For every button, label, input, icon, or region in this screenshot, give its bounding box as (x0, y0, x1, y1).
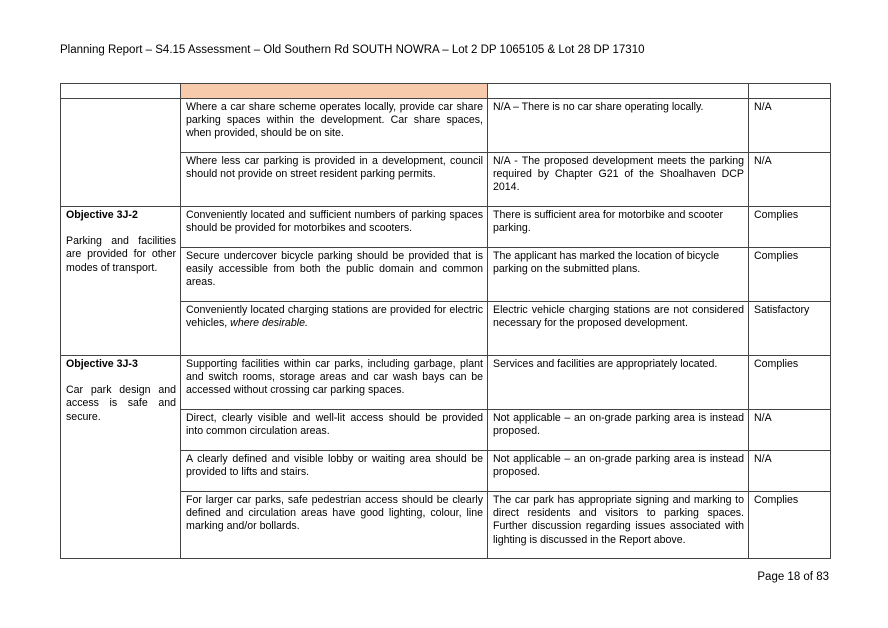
comment-cell: Not applicable – an on-grade parking area is instead proposed. (488, 410, 749, 451)
comment-cell: The car park has appropriate signing and marking to direct residents and visitors to parking spaces. Further discussion regarding issues associated with lighting is discussed in the Report above. (488, 492, 749, 559)
comment-cell: The applicant has marked the location of bicycle parking on the submitted plans. (488, 248, 749, 302)
criteria-cell: A clearly defined and visible lobby or waiting area should be provided to lifts and stairs. (181, 451, 488, 492)
comment-cell: N/A – There is no car share operating locally. (488, 99, 749, 153)
comment-cell: N/A - The proposed development meets the parking required by Chapter G21 of the Shoalhaven DCP 2014. (488, 153, 749, 207)
header-cell-blank (61, 84, 181, 99)
criteria-cell (181, 302, 488, 356)
status-cell: N/A (749, 99, 831, 153)
table-row (61, 356, 831, 410)
comment-cell: Not applicable – an on-grade parking area is instead proposed. (488, 451, 749, 492)
page-header: Planning Report – S4.15 Assessment – Old Southern Rd SOUTH NOWRA – Lot 2 DP 1065105 & Lot 28 DP 17310 (60, 44, 645, 56)
objective-cell (61, 207, 181, 356)
comment-cell: There is sufficient area for motorbike and scooter parking. (488, 207, 749, 248)
status-cell: Complies (749, 248, 831, 302)
criteria-cell: Where less car parking is provided in a development, council should not provide on street resident parking permits. (181, 153, 488, 207)
status-cell: N/A (749, 410, 831, 451)
comment-cell: Electric vehicle charging stations are not considered necessary for the proposed development. (488, 302, 749, 356)
page-number: Page 18 of 83 (757, 571, 829, 583)
criteria-cell: Secure undercover bicycle parking should be provided that is easily accessible from both the public domain and common areas. (181, 248, 488, 302)
criteria-cell: Where a car share scheme operates locally, provide car share parking spaces within the development. Car share spaces, when provided, should be on site. (181, 99, 488, 153)
status-cell: Complies (749, 207, 831, 248)
header-cell-criteria (181, 84, 488, 99)
objective-title: Objective 3J-2 (66, 209, 138, 221)
table-row (61, 99, 831, 153)
criteria-text: Conveniently located charging stations are provided for electric vehicles, (186, 304, 483, 330)
assessment-table (60, 83, 831, 559)
objective-description: Car park design and access is safe and secure. (66, 384, 176, 423)
status-cell: N/A (749, 153, 831, 207)
status-cell: N/A (749, 451, 831, 492)
objective-title: Objective 3J-3 (66, 358, 138, 370)
header-cell-status (749, 84, 831, 99)
table-header-row (61, 84, 831, 99)
criteria-cell: Direct, clearly visible and well-lit access should be provided into common circulation areas. (181, 410, 488, 451)
criteria-cell: Conveniently located and sufficient numbers of parking spaces should be provided for motorbikes and scooters. (181, 207, 488, 248)
table-row (61, 207, 831, 248)
header-cell-comment (488, 84, 749, 99)
objective-cell-empty (61, 99, 181, 207)
status-cell: Complies (749, 356, 831, 410)
criteria-cell: Supporting facilities within car parks, including garbage, plant and switch rooms, storage areas and car wash bays can be accessed without crossing car parking spaces. (181, 356, 488, 410)
comment-cell: Services and facilities are appropriately located. (488, 356, 749, 410)
status-cell: Satisfactory (749, 302, 831, 356)
criteria-cell: For larger car parks, safe pedestrian access should be clearly defined and circulation areas have good lighting, colour, line marking and/or bollards. (181, 492, 488, 559)
objective-cell (61, 356, 181, 559)
objective-description: Parking and facilities are provided for other modes of transport. (66, 235, 176, 274)
status-cell: Complies (749, 492, 831, 559)
criteria-emphasis: where desirable. (230, 317, 308, 330)
